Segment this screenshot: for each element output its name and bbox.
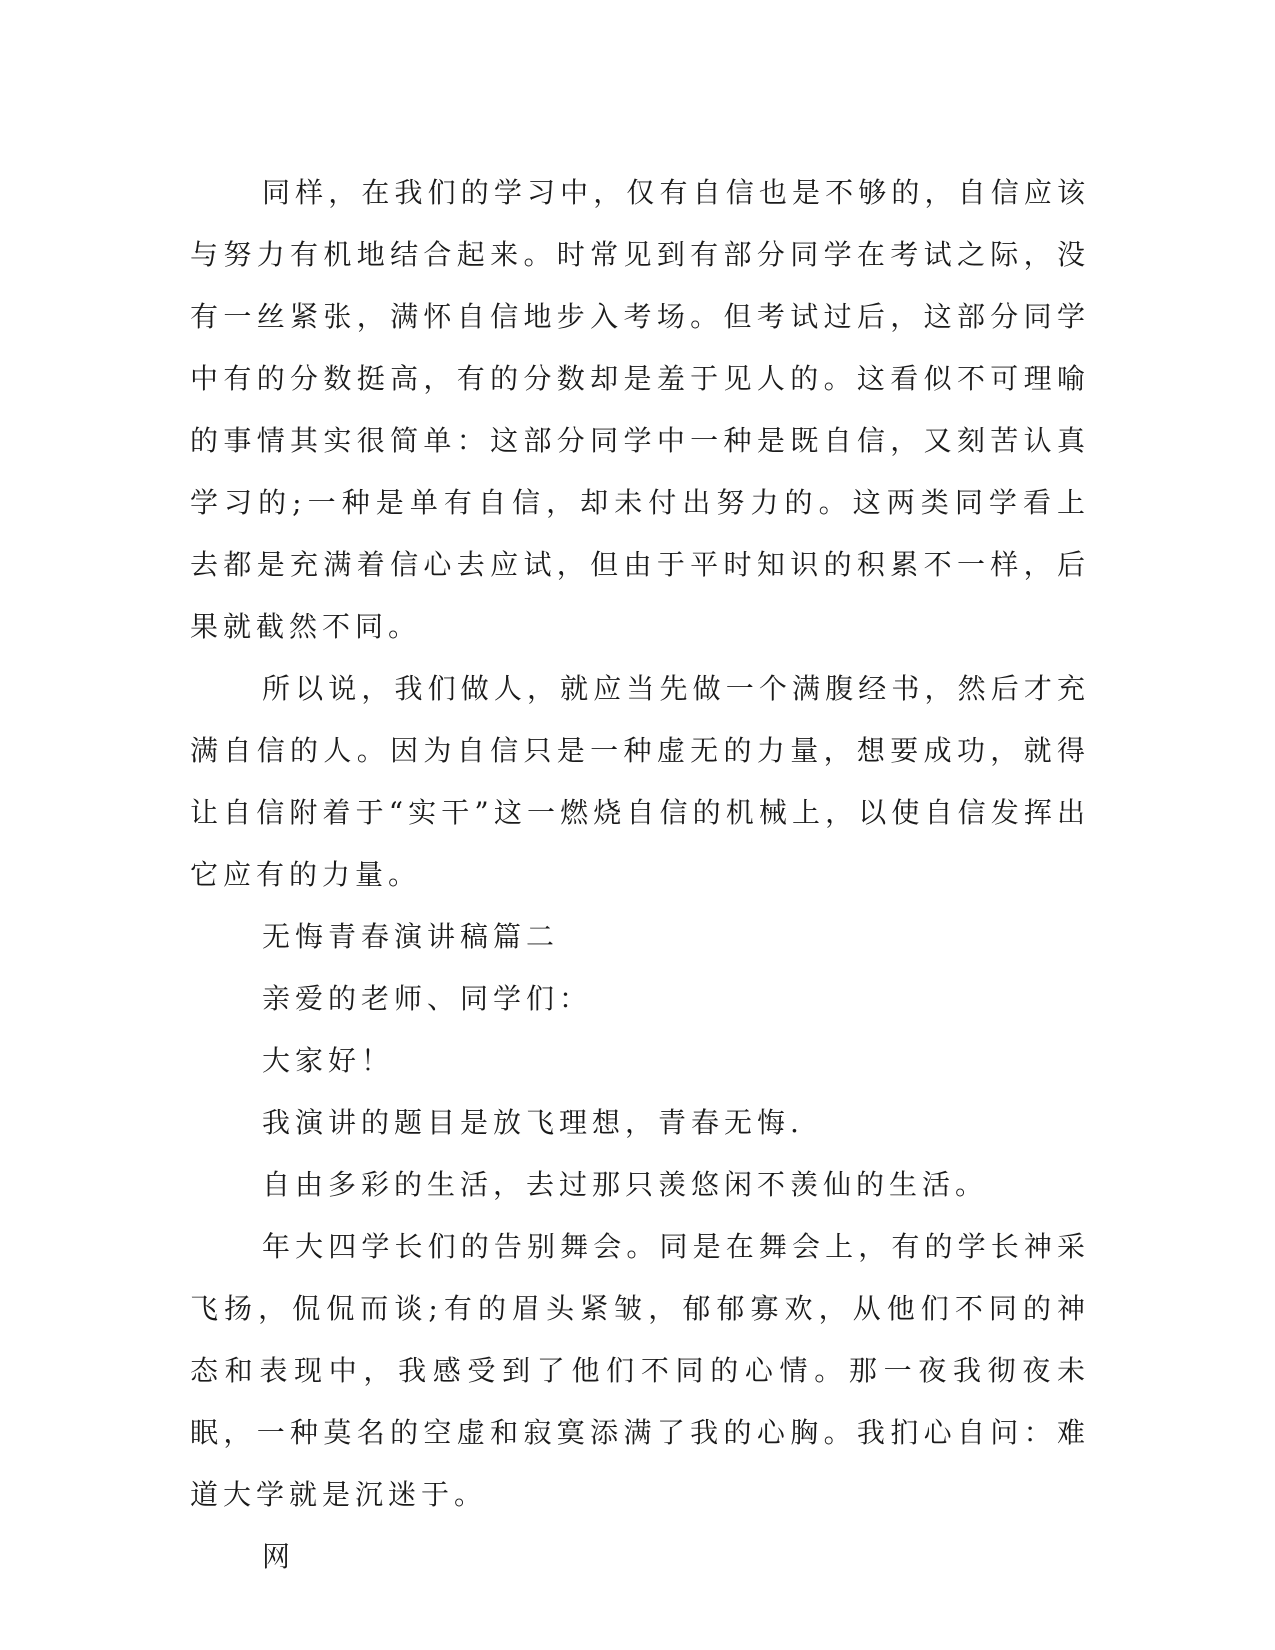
paragraph-farewell-dance: 年大四学长们的告别舞会。同是在舞会上，有的学长神采飞扬，侃侃而谈;有的眉头紧皱，郁郁寡欢，从他们不同的神态和表现中，我感受到了他们不同的心情。那一夜我彻夜未眠，一种莫名的空虚和寂寞添满了我的心胸。我扪心自问：难道大学就是沉迷于。 [190,1230,1090,1511]
paragraph-fragment: 网 [262,1540,296,1573]
speech-topic: 我演讲的题目是放飞理想，青春无悔. [262,1106,804,1139]
paragraph-conclusion: 所以说，我们做人，就应当先做一个满腹经书，然后才充满自信的人。因为自信只是一种虚无的力量，想要成功，就得让自信附着于“实干”这一燃烧自信的机械上，以使自信发挥出它应有的力量。 [190,672,1090,891]
section-heading: 无悔青春演讲稿篇二 [262,920,560,953]
paragraph-confidence-study: 同样，在我们的学习中，仅有自信也是不够的，自信应该与努力有机地结合起来。时常见到有部分同学在考试之际，没有一丝紧张，满怀自信地步入考场。但考试过后，这部分同学中有的分数挺高，有的分数却是羞于见人的。这看似不可理喻的事情其实很简单：这部分同学中一种是既自信，又刻苦认真学习的;一种是单有自信，却未付出努力的。这两类同学看上去都是充满着信心去应试，但由于平时知识的积累不一样，后果就截然不同。 [190,176,1090,643]
greeting: 大家好！ [262,1044,395,1077]
paragraph-free-life: 自由多彩的生活，去过那只羡悠闲不羡仙的生活。 [262,1168,989,1201]
document-body [190,162,1090,1588]
salutation: 亲爱的老师、同学们： [262,982,593,1015]
